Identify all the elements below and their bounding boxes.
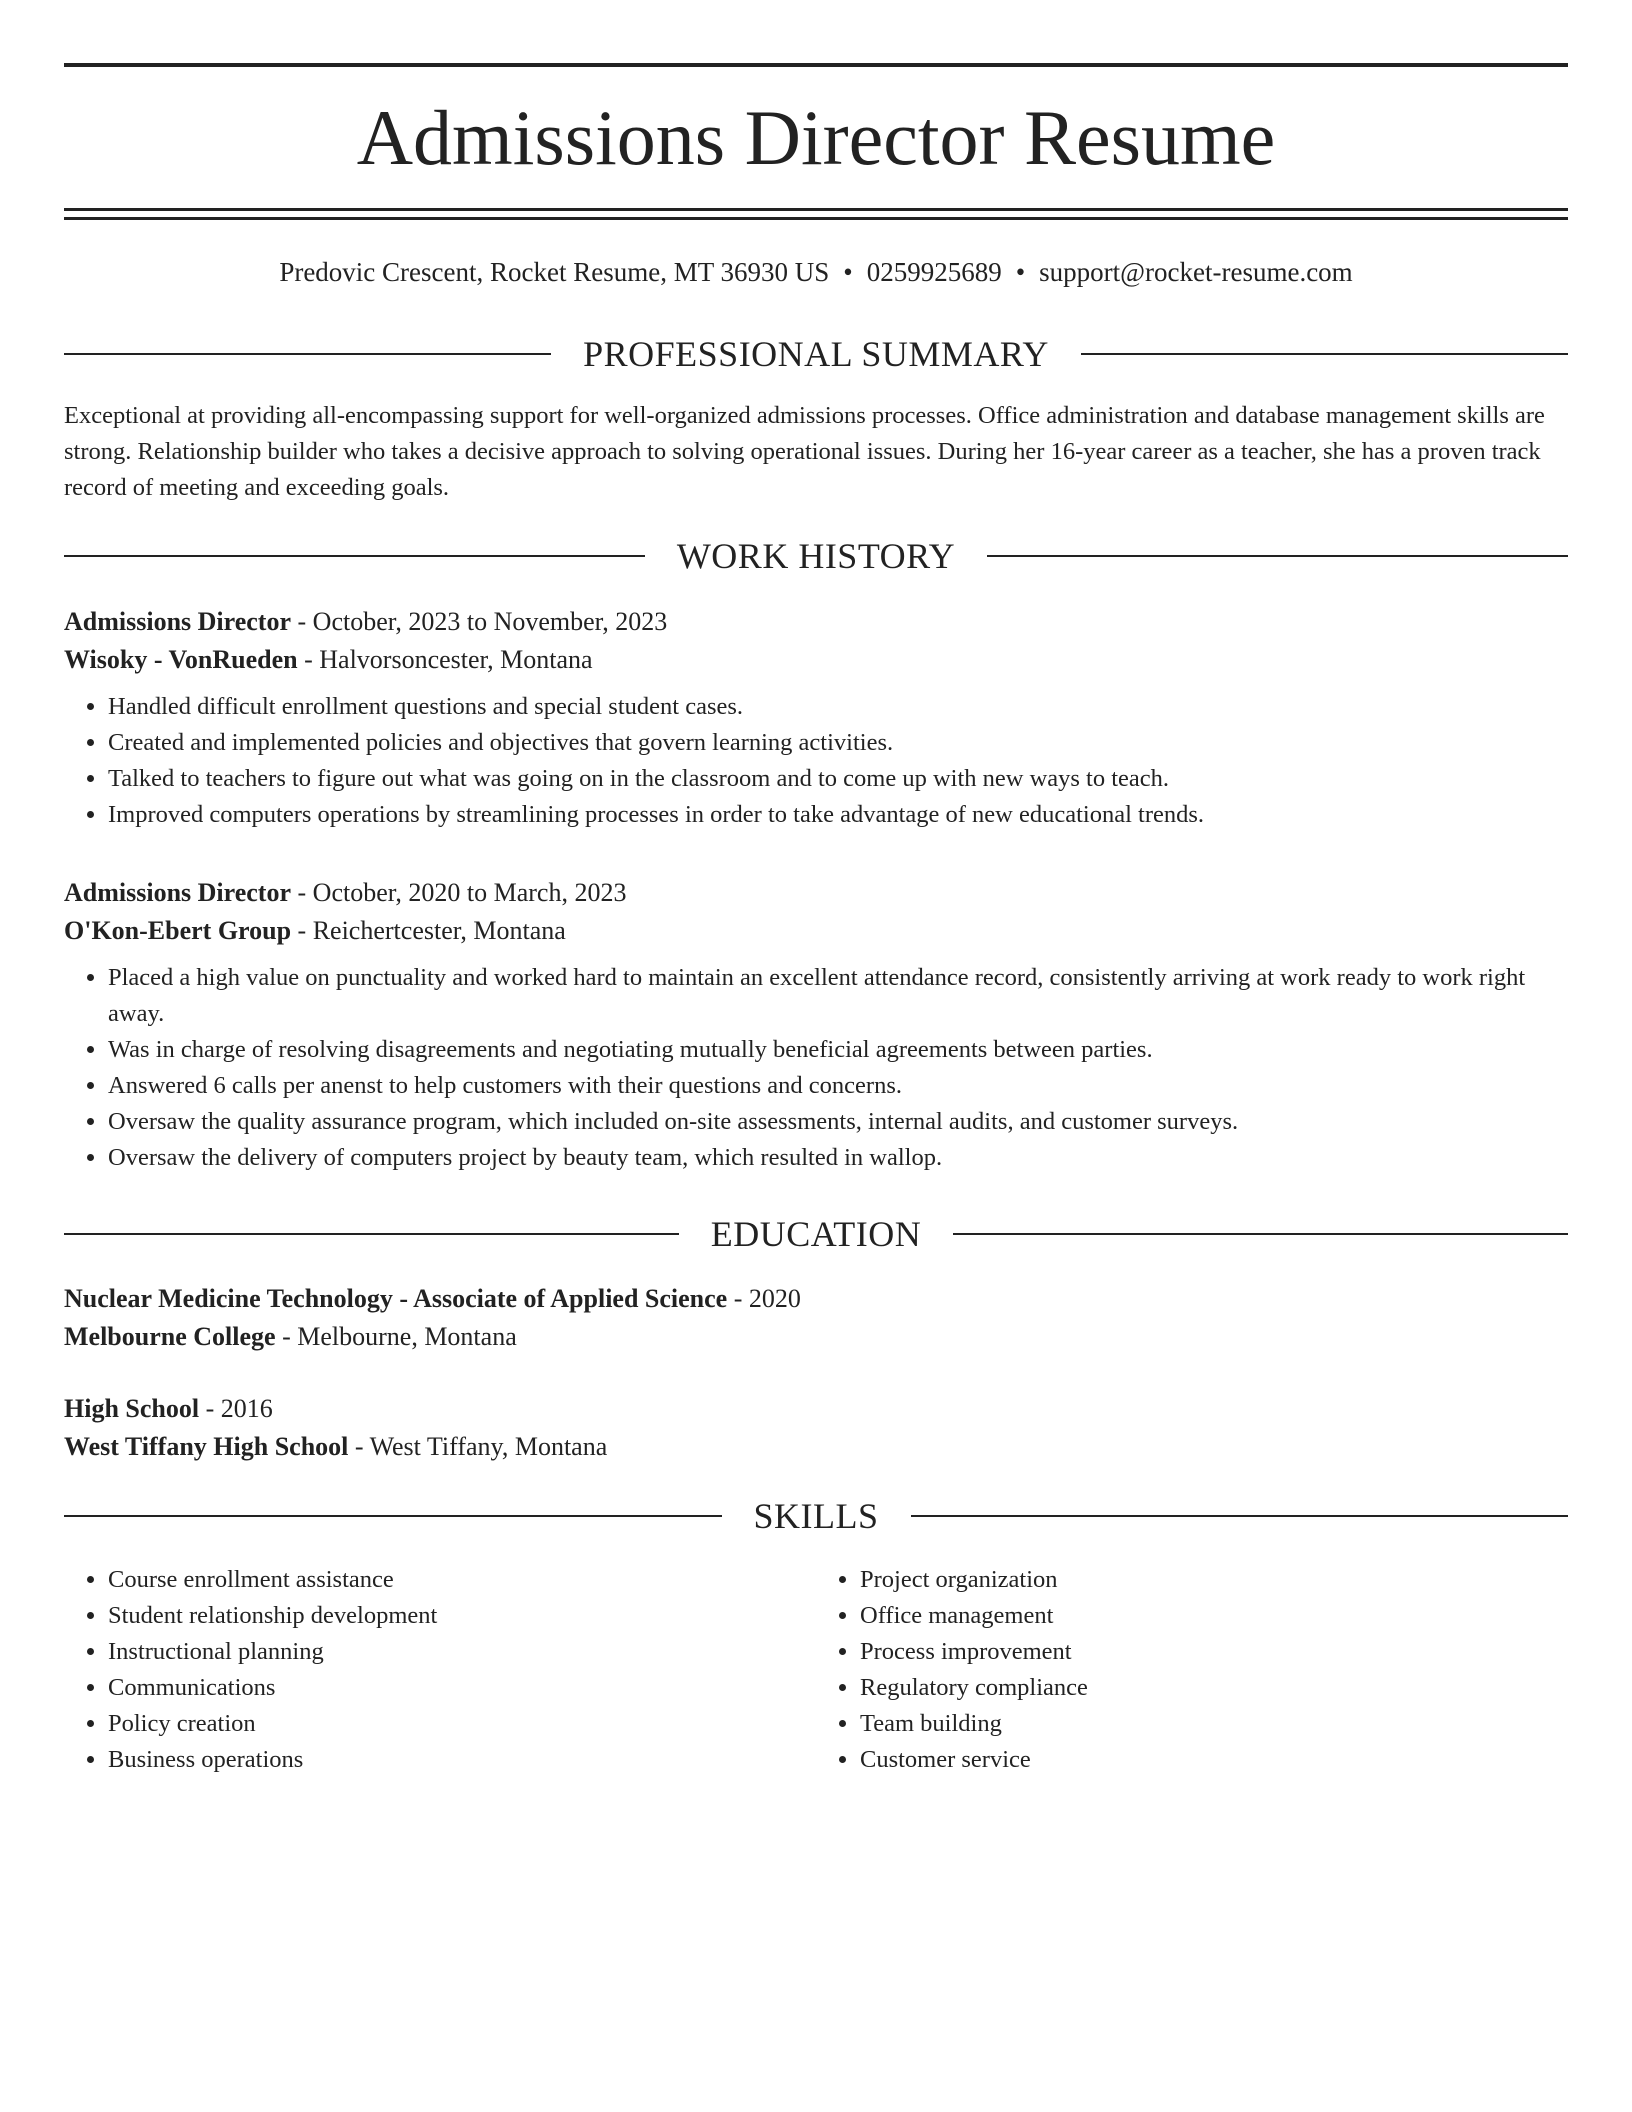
section-work-title: WORK HISTORY xyxy=(676,536,956,576)
education-school: West Tiffany High School xyxy=(64,1432,349,1461)
work-role: Admissions Director xyxy=(64,878,292,907)
list-item: • Communications xyxy=(108,1670,816,1706)
work-role-line xyxy=(64,874,1568,912)
heading-rule xyxy=(64,1233,679,1235)
list-item: • Created and implemented policies and objectives that govern learning activities. xyxy=(108,725,1568,761)
education-degree: Nuclear Medicine Technology - Associate of Applied Science xyxy=(64,1284,728,1313)
education-location: - Melbourne, Montana xyxy=(275,1322,517,1351)
education-degree-line xyxy=(64,1280,1568,1318)
work-company-line xyxy=(64,641,1568,679)
skills-columns xyxy=(64,1562,1568,1778)
contact-separator: • xyxy=(843,257,853,287)
contact-phone: 0259925689 xyxy=(866,257,1002,287)
work-entry-2 xyxy=(64,874,1568,1176)
education-school: Melbourne College xyxy=(64,1322,276,1351)
education-location: - West Tiffany, Montana xyxy=(348,1432,608,1461)
heading-rule xyxy=(911,1515,1569,1517)
work-company-line xyxy=(64,912,1568,950)
work-company: O'Kon-Ebert Group xyxy=(64,916,292,945)
section-work-heading xyxy=(64,536,1568,576)
work-role-line xyxy=(64,603,1568,641)
work-role: Admissions Director xyxy=(64,607,292,636)
list-item: • Course enrollment assistance xyxy=(108,1562,816,1598)
list-item: • Student relationship development xyxy=(108,1598,816,1634)
contact-separator: • xyxy=(1015,257,1026,287)
page-title: Admissions Director Resume xyxy=(356,94,1276,181)
list-item: • Oversaw the quality assurance program, which included on-site assessments, internal audits, and customer surveys. xyxy=(108,1104,1568,1140)
skills-list-right xyxy=(816,1562,1568,1778)
list-item: • Was in charge of resolving disagreements and negotiating mutually beneficial agreements between parties. xyxy=(108,1032,1568,1068)
work-bullets xyxy=(64,960,1568,1176)
list-item: • Team building xyxy=(860,1706,1568,1742)
contact-line xyxy=(64,254,1568,290)
list-item: • Project organization xyxy=(860,1562,1568,1598)
section-education-title: EDUCATION xyxy=(710,1214,922,1254)
list-item: • Regulatory compliance xyxy=(860,1670,1568,1706)
work-entry-1 xyxy=(64,603,1568,833)
list-item: • Process improvement xyxy=(860,1634,1568,1670)
section-summary-title: PROFESSIONAL SUMMARY xyxy=(583,334,1049,374)
list-item: • Talked to teachers to figure out what was going on in the classroom and to come up with new ways to teach. xyxy=(108,761,1568,797)
list-item: • Policy creation xyxy=(108,1706,816,1742)
heading-rule xyxy=(64,1515,722,1517)
list-item: • Office management xyxy=(860,1598,1568,1634)
work-location: - Reichertcester, Montana xyxy=(291,916,566,945)
list-item: • Business operations xyxy=(108,1742,816,1778)
heading-rule xyxy=(953,1233,1568,1235)
heading-rule xyxy=(64,555,645,557)
heading-rule xyxy=(64,353,551,355)
work-company: Wisoky - VonRueden xyxy=(64,645,298,674)
education-degree-line xyxy=(64,1390,1568,1428)
skills-list-left xyxy=(64,1562,816,1778)
list-item: • Placed a high value on punctuality and worked hard to maintain an excellent attendance record, consistently arriving at work ready to work right away. xyxy=(108,960,1568,1032)
list-item: • Oversaw the delivery of computers project by beauty team, which resulted in wallop. xyxy=(108,1140,1568,1176)
education-entry-1 xyxy=(64,1280,1568,1356)
contact-address: Predovic Crescent, Rocket Resume, MT 36930 US xyxy=(279,257,830,287)
contact-email: support@rocket-resume.com xyxy=(1039,257,1353,287)
work-dates: - October, 2023 to November, 2023 xyxy=(291,607,668,636)
heading-rule xyxy=(987,555,1568,557)
work-dates: - October, 2020 to March, 2023 xyxy=(291,878,627,907)
education-year: - 2016 xyxy=(199,1394,273,1423)
section-education-heading xyxy=(64,1214,1568,1254)
list-item: • Improved computers operations by streamlining processes in order to take advantage of new educational trends. xyxy=(108,797,1568,833)
education-year: - 2020 xyxy=(727,1284,801,1313)
list-item: • Answered 6 calls per anenst to help customers with their questions and concerns. xyxy=(108,1068,1568,1104)
list-item: • Instructional planning xyxy=(108,1634,816,1670)
work-location: - Halvorsoncester, Montana xyxy=(297,645,593,674)
list-item: • Customer service xyxy=(860,1742,1568,1778)
summary-text: Exceptional at providing all-encompassing support for well-organized admissions processes. Office administration and database management skills are strong. Relationship builder who takes a decisive approach to solving operational issues. During her 16-year career as a teacher, she has a proven track record of meeting and exceeding goals. xyxy=(64,402,1545,501)
top-rule xyxy=(64,63,1568,67)
education-degree: High School xyxy=(64,1394,200,1423)
list-item: • Handled difficult enrollment questions and special student cases. xyxy=(108,689,1568,725)
education-school-line xyxy=(64,1318,1568,1356)
section-skills-heading xyxy=(64,1496,1568,1536)
title-double-rule xyxy=(64,208,1568,220)
education-school-line xyxy=(64,1428,1568,1466)
section-skills-title: SKILLS xyxy=(753,1496,879,1536)
heading-rule xyxy=(1081,353,1568,355)
work-bullets xyxy=(64,689,1568,833)
section-summary-heading xyxy=(64,334,1568,374)
education-entry-2 xyxy=(64,1390,1568,1466)
